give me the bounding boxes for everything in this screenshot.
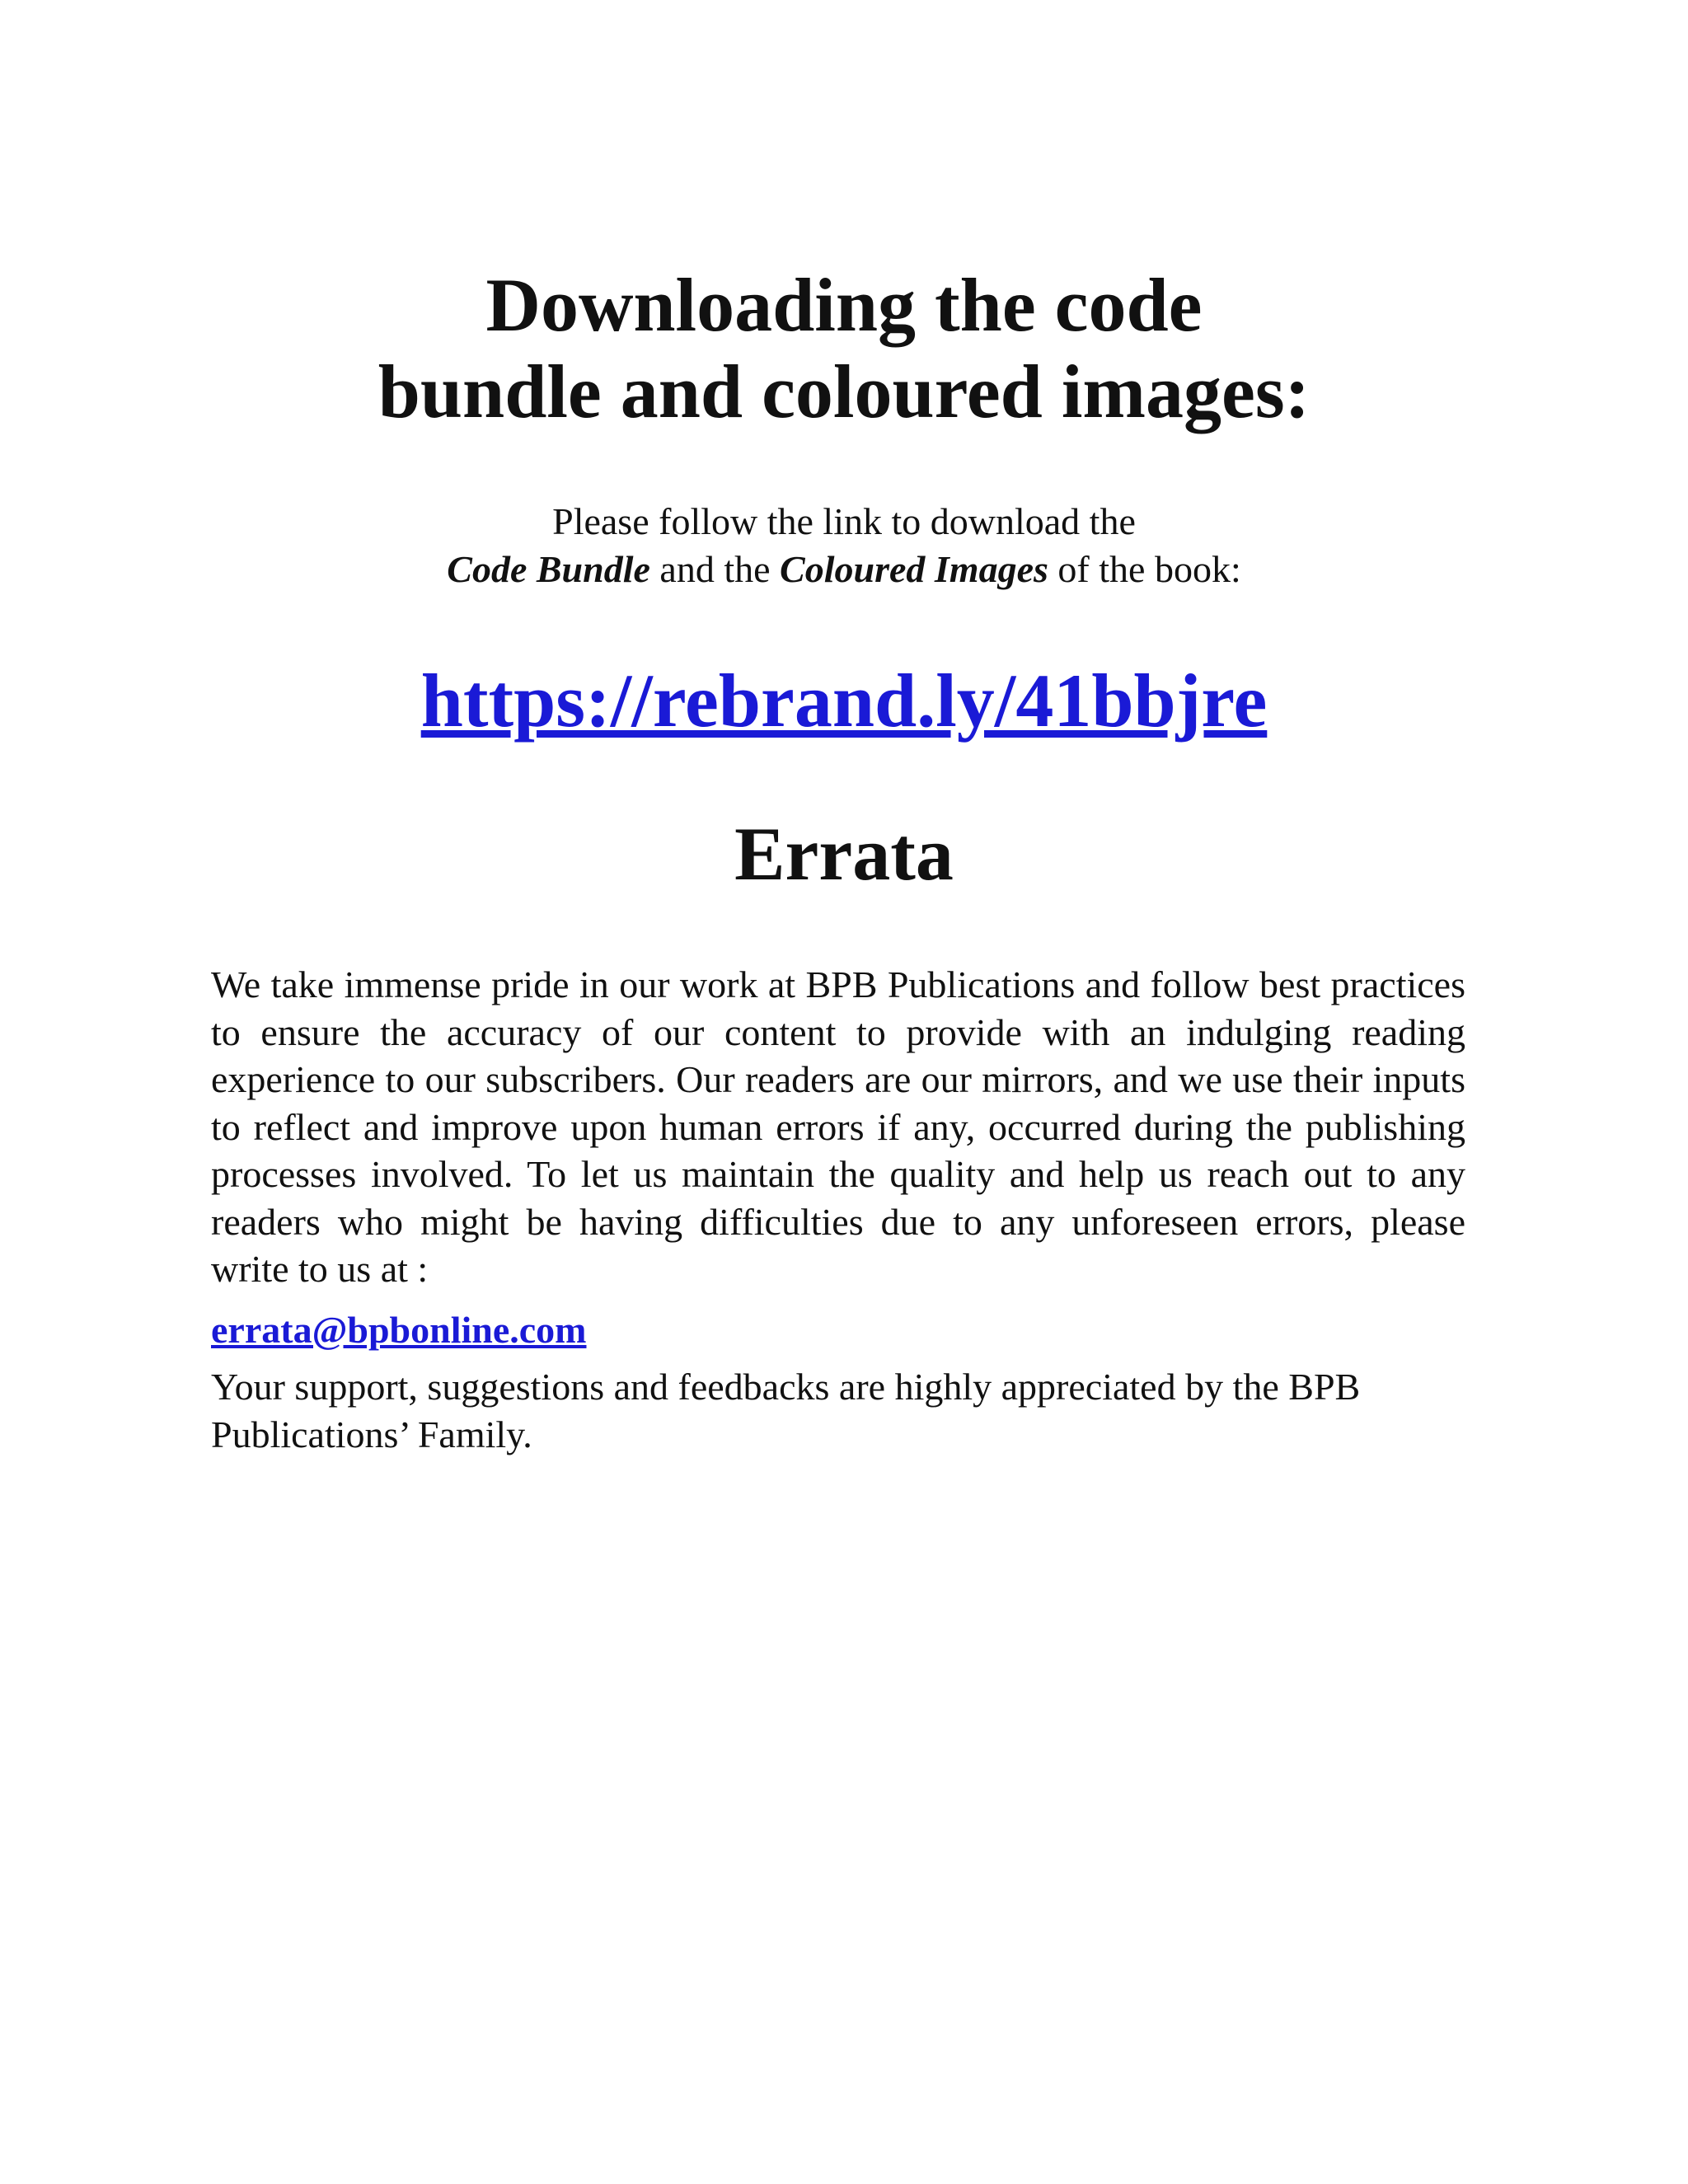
coloured-images-term: Coloured Images [780,548,1048,590]
errata-email-link[interactable]: errata@bpbonline.com [211,1308,587,1351]
download-heading-line-1: Downloading the code [485,263,1203,347]
download-link[interactable]: https://rebrand.ly/41bbjre [420,658,1268,743]
download-instructions-line-1: Please follow the link to download the [552,500,1136,542]
errata-heading: Errata [734,812,954,896]
errata-paragraph: We take immense pride in our work at BPB Publications and follow best practices to ensure the accuracy of our content to provide with an indulging reading experience to our subscribers. Our readers are our mirrors, and we use their inputs to reflect and improve upon human errors if any, occurred during the publishing processes involved. To let us maintain the quality and help us reach out to any readers who might be having difficulties due to any unforeseen errors, please write to us at : [211,963,1465,1290]
errata-email-container [211,1306,1465,1354]
instructions-connector: and the [649,548,781,590]
download-instructions [0,498,1688,593]
errata-section [211,961,1465,1458]
download-heading-line-2: bundle and coloured images: [377,349,1311,434]
download-heading [0,262,1688,435]
code-bundle-term: Code Bundle [447,548,650,590]
errata-closing-text: Your support, suggestions and feedbacks are highly appreciated by the BPB Publications’ Family. [211,1366,1361,1455]
download-link-container [0,659,1688,743]
download-instructions-line-2 [0,546,1688,593]
instructions-ending: of the book: [1048,548,1241,590]
